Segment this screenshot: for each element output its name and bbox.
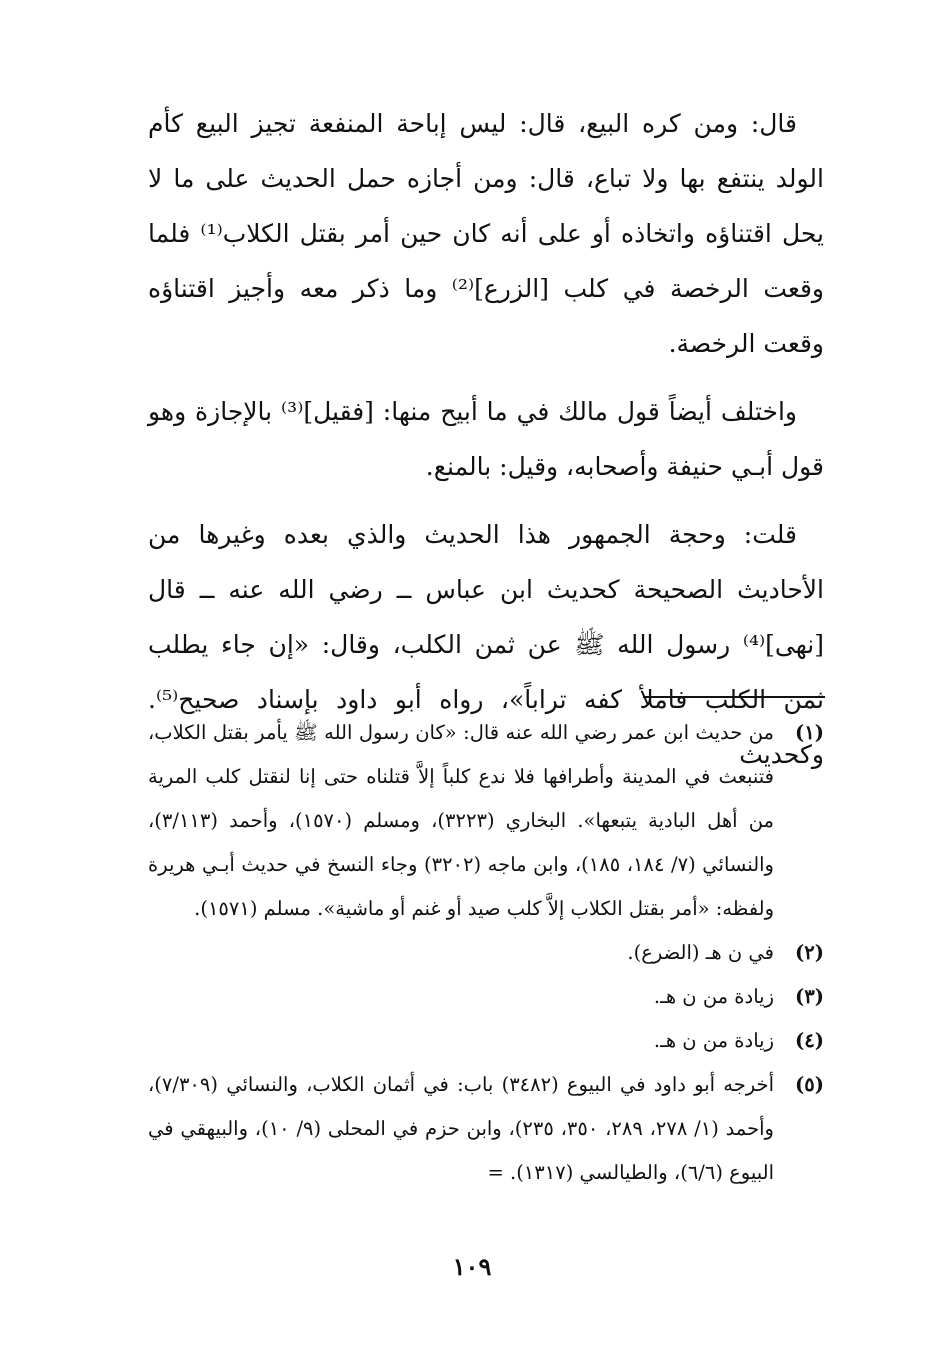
footnotes xyxy=(148,711,824,1195)
paragraph: قلت: وحجة الجمهور هذا الحديث والذي بعده وغيرها من الأحاديث الصحيحة كحديث ابن عباس ــ رضي الله عنه ــ قال [نهى]⁽⁴⁾ رسول الله ﷺ عن ثمن الكلب، وقال: «إن جاء يطلب ثمن الكلب فاملأ كفه تراباً»، رواه أبو داود بإسناد صحيح⁽⁵⁾. وكحديث xyxy=(148,520,824,769)
footnote-number: (١) xyxy=(795,721,824,744)
paragraph: واختلف أيضاً قول مالك في ما أبيح منها: [فقيل]⁽³⁾ بالإجازة وهو قول أبـي حنيفة وأصحابه، وقيل: بالمنع. xyxy=(148,397,824,481)
paragraph: قال: ومن كره البيع، قال: ليس إباحة المنفعة تجيز البيع كأم الولد ينتفع بها ولا تباع، قال: ومن أجازه حمل الحديث على ما لا يحل اقتناؤه واتخاذه أو على أنه كان حين أمر بقتل الكلاب⁽¹⁾ فلما وقعت الرخصة في كلب [الزرع]⁽²⁾ وما ذكر معه وأجيز اقتناؤه وقعت الرخصة. xyxy=(148,109,824,358)
footnote-text: أخرجه أبو داود في البيوع (٣٤٨٢) باب: في أثمان الكلاب، والنسائي (٧/٣٠٩)، وأحمد (١/ ٢٧٨، ٢٨٩، ٣٥٠، ٢٣٥)، وابن حزم في المحلى (٩/ ١٠)، والبيهقي في البيوع (٦/٦)، والطيالسي (١٣١٧). = xyxy=(148,1073,775,1184)
footnote-1 xyxy=(148,711,824,931)
footnote-number: (٤) xyxy=(795,1029,824,1052)
page-number: ١٠٩ xyxy=(452,1252,492,1281)
footnote-text: في ن هـ (الضرع). xyxy=(627,941,774,964)
footnote-number: (٢) xyxy=(795,941,824,964)
footnote-5 xyxy=(148,1063,824,1195)
footnote-text: زيادة من ن هـ. xyxy=(653,985,774,1008)
main-text xyxy=(148,96,824,795)
footnote-text: من حديث ابن عمر رضي الله عنه قال: «كان رسول الله ﷺ يأمر بقتل الكلاب، فتنبعث في المدينة وأطرافها فلا ندع كلباً إلاَّ قتلناه حتى إنا لنقتل كلب المرية من أهل البادية يتبعها». البخاري (٣٢٢٣)، ومسلم (١٥٧٠)، وأحمد (٣/١١٣)، والنسائي (٧/ ١٨٤، ١٨٥)، وابن ماجه (٣٢٠٢) وجاء النسخ في حديث أبـي هريرة ولفظه: «أمر بقتل الكلاب إلاَّ كلب صيد أو غنم أو ماشية». مسلم (١٥٧١). xyxy=(148,721,774,920)
footnote-4 xyxy=(148,1019,824,1063)
footnote-2 xyxy=(148,931,824,975)
footnote-number: (٣) xyxy=(795,985,824,1008)
footnote-text: زيادة من ن هـ. xyxy=(653,1029,774,1052)
footnote-number: (٥) xyxy=(795,1073,824,1096)
footnote-3 xyxy=(148,975,824,1019)
footnote-divider xyxy=(643,696,825,698)
